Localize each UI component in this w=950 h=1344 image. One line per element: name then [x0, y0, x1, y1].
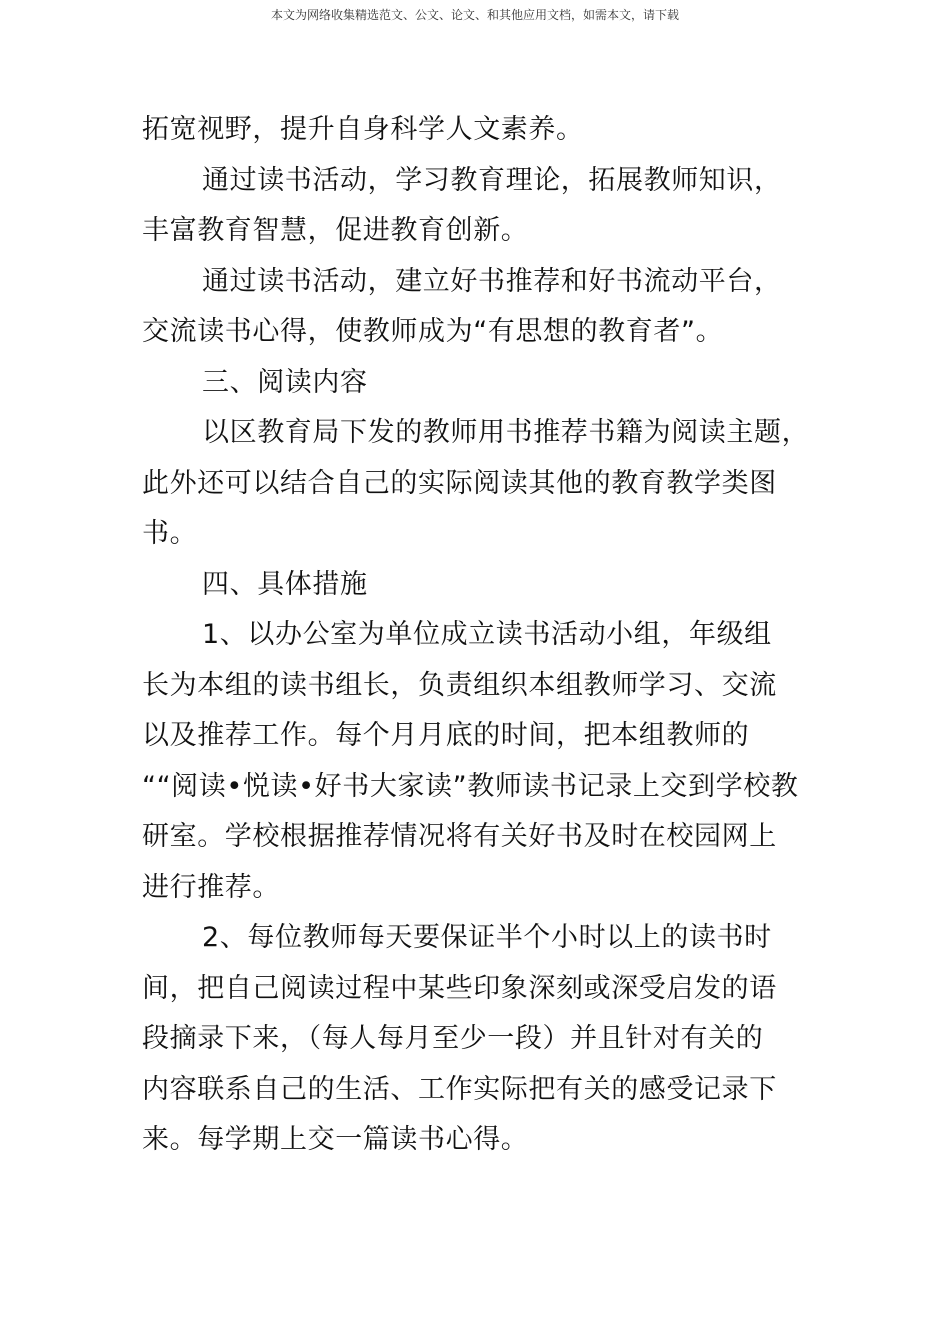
- paragraph-line: 书。: [142, 518, 198, 549]
- paragraph-line: 研室。学校根据推荐情况将有关好书及时在校园网上: [142, 821, 777, 852]
- paragraph-line: 此外还可以结合自己的实际阅读其他的教育教学类图: [142, 467, 777, 499]
- paragraph-line: 交流读书心得，使教师成为“有思想的教育者”。: [142, 316, 724, 347]
- document-body: [142, 105, 814, 1166]
- paragraph-line: 来。每学期上交一篇读书心得。: [142, 1124, 529, 1155]
- paragraph-line: 段摘录下来，（每人每月至少一段）并且针对有关的: [142, 1023, 764, 1054]
- paragraph-line: 以及推荐工作。每个月月底的时间，把本组教师的: [142, 720, 750, 751]
- paragraph-line: 通过读书活动，建立好书推荐和好书流动平台，: [202, 265, 782, 297]
- paragraph-line: 间，把自己阅读过程中某些印象深刻或深受启发的语: [142, 972, 777, 1004]
- paragraph-line: 进行推荐。: [142, 871, 280, 903]
- paragraph-line: 以区教育局下发的教师用书推荐书籍为阅读主题，: [202, 417, 810, 448]
- section-heading: 四、具体措施: [202, 568, 368, 600]
- paragraph-line: 丰富教育智慧，促进教育创新。: [142, 215, 529, 246]
- paragraph-line: 长为本组的读书组长，负责组织本组教师学习、交流: [142, 669, 777, 701]
- paragraph-line: 通过读书活动，学习教育理论，拓展教师知识，: [202, 164, 782, 196]
- section-heading: 三、阅读内容: [202, 366, 368, 398]
- paragraph-line: 拓宽视野，提升自身科学人文素养。: [142, 114, 584, 145]
- page-header-notice: 本文为网络收集精选范文、公文、论文、和其他应用文档，如需本文，请下载: [270, 8, 679, 22]
- paragraph-line: 内容联系自己的生活、工作实际把有关的感受记录下: [142, 1073, 777, 1105]
- paragraph-line: 2、每位教师每天要保证半个小时以上的读书时: [202, 922, 772, 953]
- paragraph-line: 1、以办公室为单位成立读书活动小组，年级组: [202, 619, 772, 650]
- paragraph-line: ““阅读•悦读•好书大家读”教师读书记录上交到学校教: [142, 770, 799, 802]
